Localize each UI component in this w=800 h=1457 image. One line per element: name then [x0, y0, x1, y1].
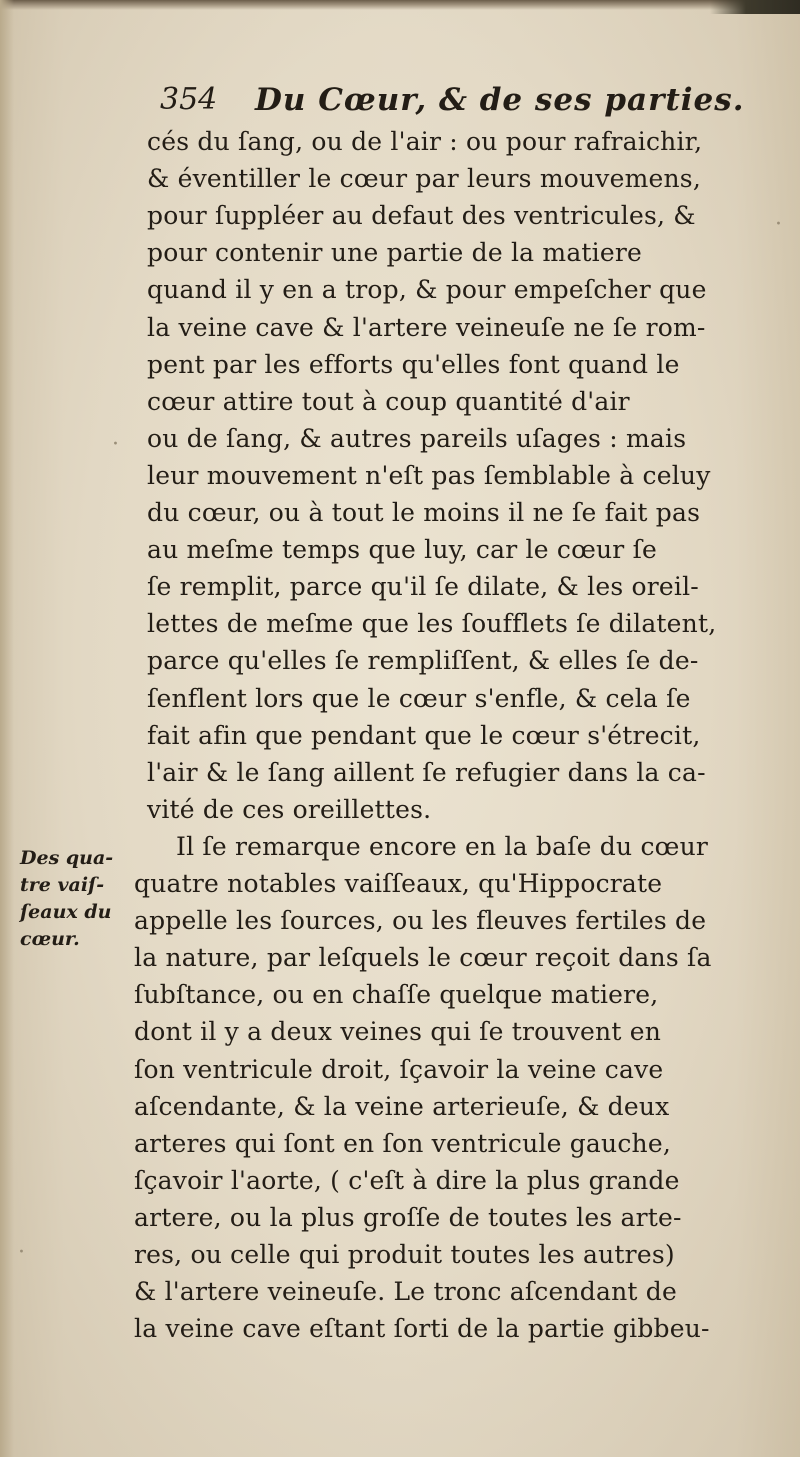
- text-line: ſon ventricule droit, ſçavoir la veine cave: [134, 1055, 664, 1084]
- text-line: la veine cave & l'artere veineuſe ne ſe rom-: [147, 313, 706, 342]
- text-line: dont il y a deux veines qui ſe trouvent en: [134, 1017, 662, 1046]
- text-line: aſcendante, & la veine arterieuſe, & deux: [134, 1092, 670, 1121]
- text-line: leur mouvement n'eſt pas ſemblable à celuy: [147, 461, 711, 490]
- text-line: vité de ces oreillettes.: [147, 795, 432, 824]
- text-line: pour ſuppléer au defaut des ventricules, &: [147, 201, 696, 230]
- text-line: la nature, par leſquels le cœur reçoit dans ſa: [134, 943, 712, 972]
- text-line: du cœur, ou à tout le moins il ne ſe fait pas: [147, 498, 701, 527]
- margin-note-line: ſeaux du: [20, 901, 112, 923]
- stray-mark: ·: [775, 212, 782, 237]
- text-line: cés du ſang, ou de l'air : ou pour rafraichir,: [147, 127, 703, 156]
- text-line: Il ſe remarque encore en la baſe du cœur: [176, 832, 709, 861]
- stray-mark: ·: [18, 1240, 25, 1265]
- text-line: l'air & le ſang aillent ſe refugier dans la ca-: [147, 758, 706, 787]
- text-line: artere, ou la plus groſſe de toutes les arte-: [134, 1203, 682, 1232]
- text-line: au meſme temps que luy, car le cœur ſe: [147, 535, 658, 564]
- page-gutter-shadow: [0, 0, 14, 1457]
- page-corner-shadow: [710, 0, 800, 14]
- text-line: ſubſtance, ou en chaſſe quelque matiere,: [134, 980, 659, 1009]
- text-line: & l'artere veineuſe. Le tronc aſcendant de: [134, 1277, 678, 1306]
- margin-note-line: cœur.: [20, 928, 80, 950]
- text-line: ſe remplit, parce qu'il ſe dilate, & les oreil-: [147, 572, 699, 601]
- text-line: arteres qui ſont en ſon ventricule gauche,: [134, 1129, 671, 1158]
- text-line: appelle les ſources, ou les fleuves fertiles de: [134, 906, 707, 935]
- running-head: [160, 76, 745, 124]
- text-line: res, ou celle qui produit toutes les autres): [134, 1240, 675, 1269]
- text-line: parce qu'elles ſe rempliſſent, & elles ſe de-: [147, 646, 699, 675]
- page-top-edge: [0, 0, 800, 10]
- text-line: ou de ſang, & autres pareils uſages : mais: [147, 424, 687, 453]
- text-line: quand il y en a trop, & pour empeſcher que: [147, 275, 707, 304]
- text-line: pour contenir une partie de la matiere: [147, 238, 643, 267]
- stray-mark: ·: [112, 432, 119, 457]
- margin-note-line: tre vaiſ-: [20, 874, 105, 896]
- text-line: quatre notables vaiſſeaux, qu'Hippocrate: [134, 869, 663, 898]
- page-number: 354: [160, 82, 218, 117]
- text-line: ſçavoir l'aorte, ( c'eſt à dire la plus grande: [134, 1166, 680, 1195]
- text-line: & éventiller le cœur par leurs mouvemens,: [147, 164, 701, 193]
- margin-note-line: Des qua-: [20, 847, 114, 869]
- text-line: pent par les efforts qu'elles font quand le: [147, 350, 680, 379]
- text-line: lettes de meſme que les ſoufflets ſe dilatent,: [147, 609, 717, 638]
- text-line: la veine cave eſtant ſorti de la partie gibbeu-: [134, 1314, 710, 1343]
- text-line: fait afin que pendant que le cœur s'étrecit,: [147, 721, 701, 750]
- text-line: cœur attire tout à coup quantité d'air: [147, 387, 630, 416]
- text-line: ſenflent lors que le cœur s'enfle, & cela ſe: [147, 684, 691, 713]
- running-head-title: Du Cœur, & de ses parties.: [255, 82, 745, 118]
